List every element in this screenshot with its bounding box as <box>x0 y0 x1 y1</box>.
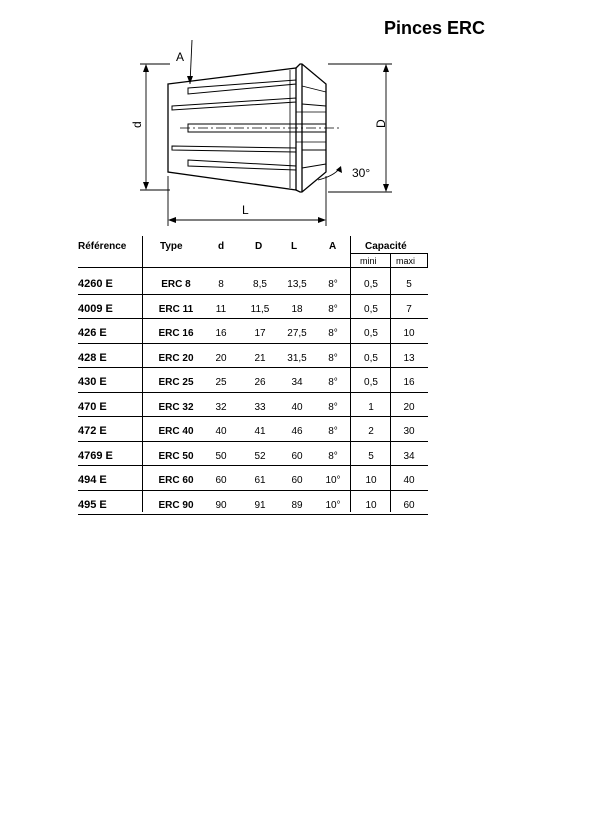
cell-ref: 430 E <box>78 376 107 388</box>
cell-d: 25 <box>215 377 227 388</box>
cell-d: 11 <box>215 303 227 315</box>
table-row <box>78 346 428 370</box>
cell-l: 27,5 <box>287 328 307 339</box>
cell-l: 46 <box>291 426 303 437</box>
cell-maxi: 30 <box>403 426 415 437</box>
header-L: L <box>291 241 298 252</box>
table-row <box>78 493 428 517</box>
cell-type: ERC 90 <box>158 499 194 511</box>
cell-mini: 0,5 <box>364 377 378 388</box>
table-row <box>78 468 428 492</box>
cell-d: 40 <box>215 426 227 437</box>
cell-mini: 10 <box>365 499 377 511</box>
cell-type: ERC 8 <box>161 279 191 290</box>
cell-maxi: 10 <box>403 328 415 339</box>
cell-a: 10° <box>325 475 341 486</box>
cell-type: ERC 50 <box>158 450 194 462</box>
cell-l: 31,5 <box>287 352 307 364</box>
cell-d: 91 <box>254 499 266 511</box>
cell-d: 26 <box>254 377 266 388</box>
subheader-mini: mini <box>360 256 377 266</box>
cell-type: ERC 60 <box>158 475 194 486</box>
cell-type: ERC 25 <box>158 377 194 388</box>
cell-a: 8° <box>328 401 338 413</box>
cell-mini: 0,5 <box>364 279 378 290</box>
header-D: D <box>255 241 263 252</box>
cell-mini: 0,5 <box>364 303 378 315</box>
cell-d: 52 <box>254 450 266 462</box>
cell-l: 60 <box>291 475 303 486</box>
label-A: A <box>176 50 185 64</box>
cell-ref: 426 E <box>78 327 107 339</box>
cell-type: ERC 16 <box>158 328 194 339</box>
cell-a: 8° <box>328 450 338 462</box>
cell-maxi: 16 <box>403 377 415 388</box>
label-D: D <box>374 119 388 128</box>
cell-ref: 470 E <box>78 400 107 413</box>
cell-d: 60 <box>215 475 227 486</box>
cell-a: 8° <box>328 426 338 437</box>
cell-d: 90 <box>215 499 227 511</box>
header-type: Type <box>160 241 183 252</box>
cell-mini: 0,5 <box>364 328 378 339</box>
cell-a: 8° <box>328 328 338 339</box>
cell-l: 40 <box>291 401 303 413</box>
cell-d: 20 <box>215 352 227 364</box>
table-row <box>78 321 428 345</box>
cell-ref: 428 E <box>78 351 107 364</box>
cell-ref: 494 E <box>78 474 107 486</box>
cell-maxi: 40 <box>403 475 415 486</box>
cell-d: 8 <box>218 279 224 290</box>
cell-d: 33 <box>254 401 266 413</box>
cell-d: 16 <box>215 328 227 339</box>
cell-d: 8,5 <box>253 279 267 290</box>
cell-a: 8° <box>328 279 338 290</box>
cell-ref: 472 E <box>78 425 107 437</box>
cell-l: 89 <box>291 499 303 511</box>
cell-ref: 4260 E <box>78 278 113 290</box>
cell-d: 11,5 <box>250 303 270 315</box>
cell-a: 8° <box>328 352 338 364</box>
cell-type: ERC 20 <box>158 352 194 364</box>
table-row <box>78 444 428 468</box>
cell-d: 41 <box>254 426 266 437</box>
cell-maxi: 60 <box>403 499 415 511</box>
cell-l: 34 <box>291 377 303 388</box>
cell-maxi: 5 <box>406 279 412 290</box>
header-d: d <box>218 241 225 252</box>
cell-d: 17 <box>254 328 266 339</box>
label-d: d <box>130 121 144 128</box>
cell-d: 61 <box>254 475 266 486</box>
cell-a: 10° <box>325 499 341 511</box>
label-L: L <box>242 203 249 217</box>
cell-mini: 2 <box>368 426 374 437</box>
cell-type: ERC 11 <box>158 303 194 315</box>
label-angle: 30° <box>352 166 371 180</box>
cell-maxi: 20 <box>403 401 415 413</box>
cell-type: ERC 40 <box>158 426 194 437</box>
table-row <box>78 297 428 321</box>
header-reference: Référence <box>78 241 127 252</box>
cell-ref: 495 E <box>78 498 107 511</box>
cell-type: ERC 32 <box>158 401 194 413</box>
page-title: Pinces ERC <box>384 18 486 38</box>
cell-mini: 1 <box>368 401 374 413</box>
header-A: A <box>329 241 337 252</box>
cell-d: 50 <box>215 450 227 462</box>
cell-mini: 10 <box>365 475 377 486</box>
table-row <box>78 370 428 394</box>
table-row <box>78 419 428 443</box>
subheader-maxi: maxi <box>396 256 416 266</box>
cell-d: 32 <box>215 401 227 413</box>
table-row <box>78 395 428 419</box>
cell-l: 18 <box>291 303 303 315</box>
cell-d: 21 <box>254 352 266 364</box>
cell-mini: 0,5 <box>364 352 378 364</box>
cell-mini: 5 <box>368 450 374 462</box>
cell-maxi: 13 <box>403 352 415 364</box>
table-row <box>78 272 428 296</box>
header-capacity: Capacité <box>365 241 407 252</box>
cell-maxi: 34 <box>403 450 415 462</box>
cell-l: 60 <box>291 450 303 462</box>
cell-a: 8° <box>328 377 338 388</box>
collet-body-outline <box>168 68 296 190</box>
cell-ref: 4009 E <box>78 302 113 315</box>
collet-technical-drawing <box>0 0 600 240</box>
cell-maxi: 7 <box>406 303 412 315</box>
cell-ref: 4769 E <box>78 449 113 462</box>
cell-l: 13,5 <box>287 279 307 290</box>
cell-a: 8° <box>328 303 338 315</box>
